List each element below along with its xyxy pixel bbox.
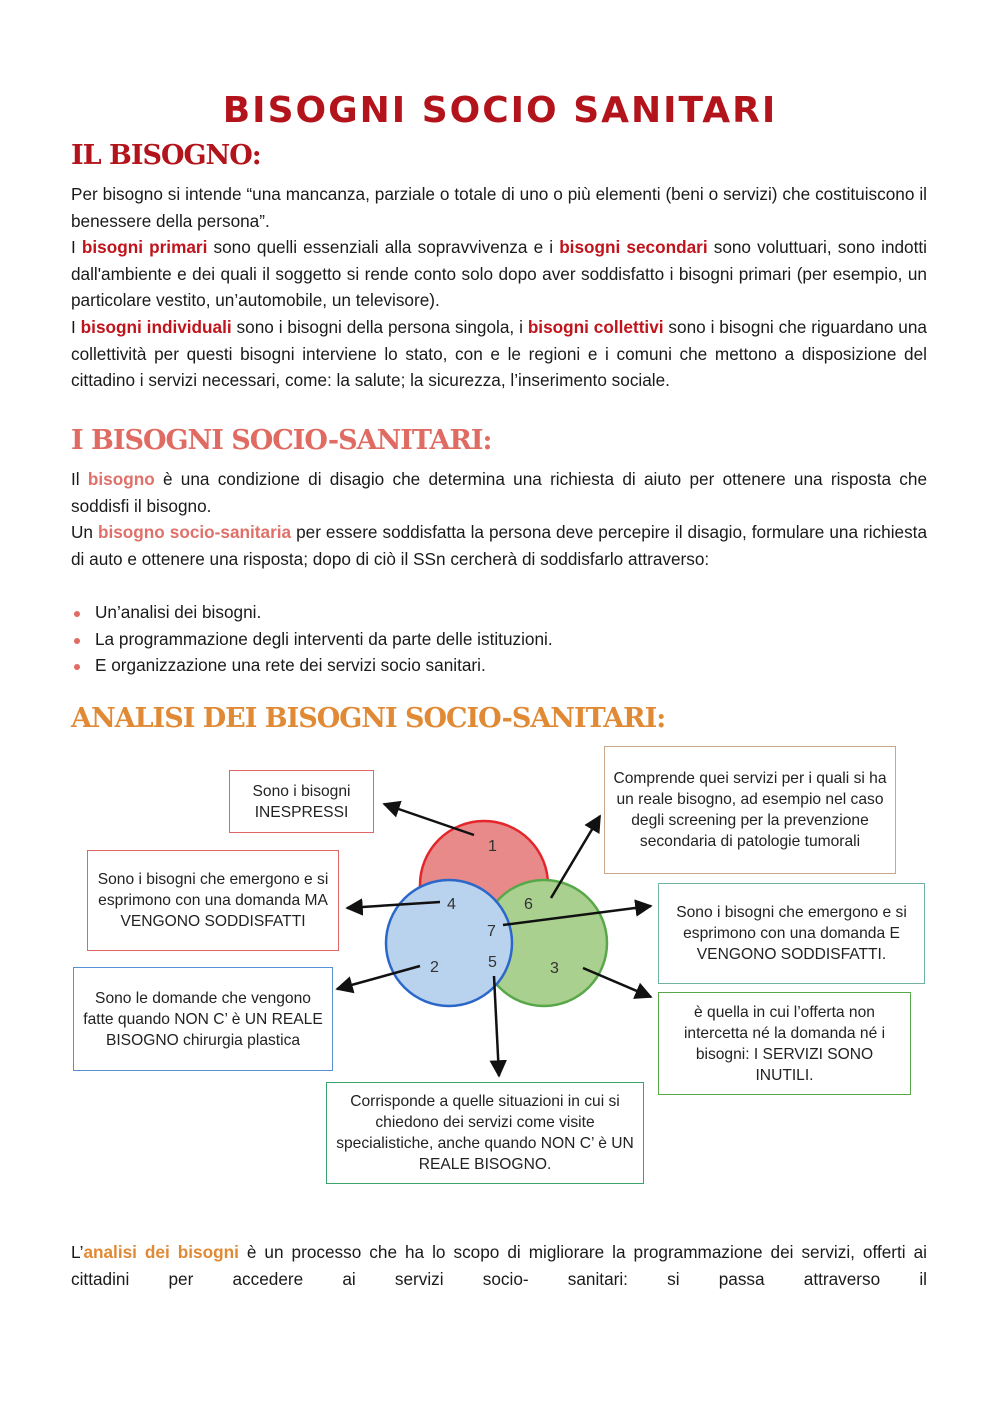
region-number: 1 <box>488 838 497 855</box>
keyword-bisogni-secondari: bisogni secondari <box>559 237 708 257</box>
list-item: La programmazione degli interventi da parte delle istituzioni. <box>71 626 553 653</box>
heading-bisogni-socio-sanitari: I BISOGNI SOCIO-SANITARI: <box>71 425 492 456</box>
text-segment: I <box>71 237 82 257</box>
heading-analisi-bisogni: ANALISI DEI BISOGNI SOCIO-SANITARI: <box>71 703 666 734</box>
region-number: 4 <box>447 896 456 913</box>
region-number: 2 <box>430 959 439 976</box>
arrow-screening <box>551 816 600 898</box>
heading-il-bisogno: IL BISOGNO: <box>71 140 261 171</box>
text-segment: per essere soddisfatta la persona deve percepire il disagio, formulare una richiesta di auto e ottenere una risposta; dopo di ciò il SSn cercherà di soddisfarlo attraverso: <box>71 522 928 569</box>
box-non-soddisfatti: Sono i bisogni che emergono e si esprimono con una domanda MA VENGONO SODDISFATTI <box>87 850 339 951</box>
region-number: 6 <box>524 896 533 913</box>
box-chirurgia: Sono le domande che vengono fatte quando NON C’ è UN REALE BISOGNO chirurgia plastica <box>73 967 333 1071</box>
arrow-visite <box>494 976 499 1076</box>
box-visite: Corrisponde a quelle situazioni in cui si chiedono dei servizi come visite specialistiche, anche quando NON C’ è UN REALE BISOGNO. <box>326 1082 644 1184</box>
text-segment: sono voluttuari, sono indotti dall'ambiente e dei quali il soggetto si rende conto solo dopo aver soddisfatto i bisogni primari (per esempio, un particolare vestito, un’automobile, un televisore). <box>71 237 927 311</box>
paragraph-analisi <box>71 1239 927 1292</box>
box-inutili: è quella in cui l’offerta non intercetta né la domanda né i bisogni: I SERVIZI SONO INUTILI. <box>658 992 911 1095</box>
box-screening: Comprende quei servizi per i quali si ha un reale bisogno, ad esempio nel caso degli screening per la prevenzione secondaria di patologie tumorali <box>604 746 896 874</box>
paragraph-definizione: Per bisogno si intende “una mancanza, parziale o totale di uno o più elementi (beni o servizi) che costituiscono il benessere della persona”. <box>71 184 927 231</box>
arrow-inespressi <box>384 804 474 835</box>
region-number: 5 <box>488 954 497 971</box>
list-item: E organizzazione una rete dei servizi socio sanitari. <box>71 652 553 679</box>
text-segment: Un <box>71 522 98 542</box>
text-segment: è una condizione di disagio che determina una richiesta di aiuto per ottenere una risposta che soddisfi il bisogno. <box>71 469 927 516</box>
text-segment: sono quelli essenziali alla sopravvivenza e i <box>207 237 560 257</box>
keyword-bisogno-socio-sanitaria: bisogno socio-sanitaria <box>97 522 292 542</box>
box-soddisfatti: Sono i bisogni che emergono e si esprimono con una domanda E VENGONO SODDISFATTI. <box>658 883 925 984</box>
text-segment: I <box>71 317 81 337</box>
text-segment: sono i bisogni che riguardano una collettività per questi bisogni interviene lo stato, con e le regioni e i comuni che mettono a disposizione del cittadino i servizi necessari, come: la salute; la sicurezza, l’inserimento sociale. <box>71 317 927 391</box>
box-inespressi: Sono i bisogni INESPRESSI <box>229 770 374 833</box>
region-number: 7 <box>487 923 496 940</box>
keyword-bisogni-primari: bisogni primari <box>81 237 208 257</box>
keyword-bisogno: bisogno <box>87 469 155 489</box>
list-item: Un’analisi dei bisogni. <box>71 599 553 626</box>
keyword-bisogni-individuali: bisogni individuali <box>80 317 232 337</box>
text-segment: L’ <box>71 1242 84 1262</box>
page-title: BISOGNI SOCIO SANITARI <box>222 90 778 131</box>
region-number: 3 <box>550 960 559 977</box>
text-segment: sono i bisogni della persona singola, i <box>231 317 528 337</box>
text-segment: è un processo che ha lo scopo di migliorare la programmazione dei servizi, offerti ai cittadini per accedere ai servizi socio- sanitari: si passa attraverso il <box>71 1242 927 1289</box>
keyword-bisogni-collettivi: bisogni collettivi <box>527 317 664 337</box>
text-segment: Il <box>71 469 88 489</box>
keyword-analisi-dei-bisogni: analisi dei bisogni <box>83 1242 239 1262</box>
